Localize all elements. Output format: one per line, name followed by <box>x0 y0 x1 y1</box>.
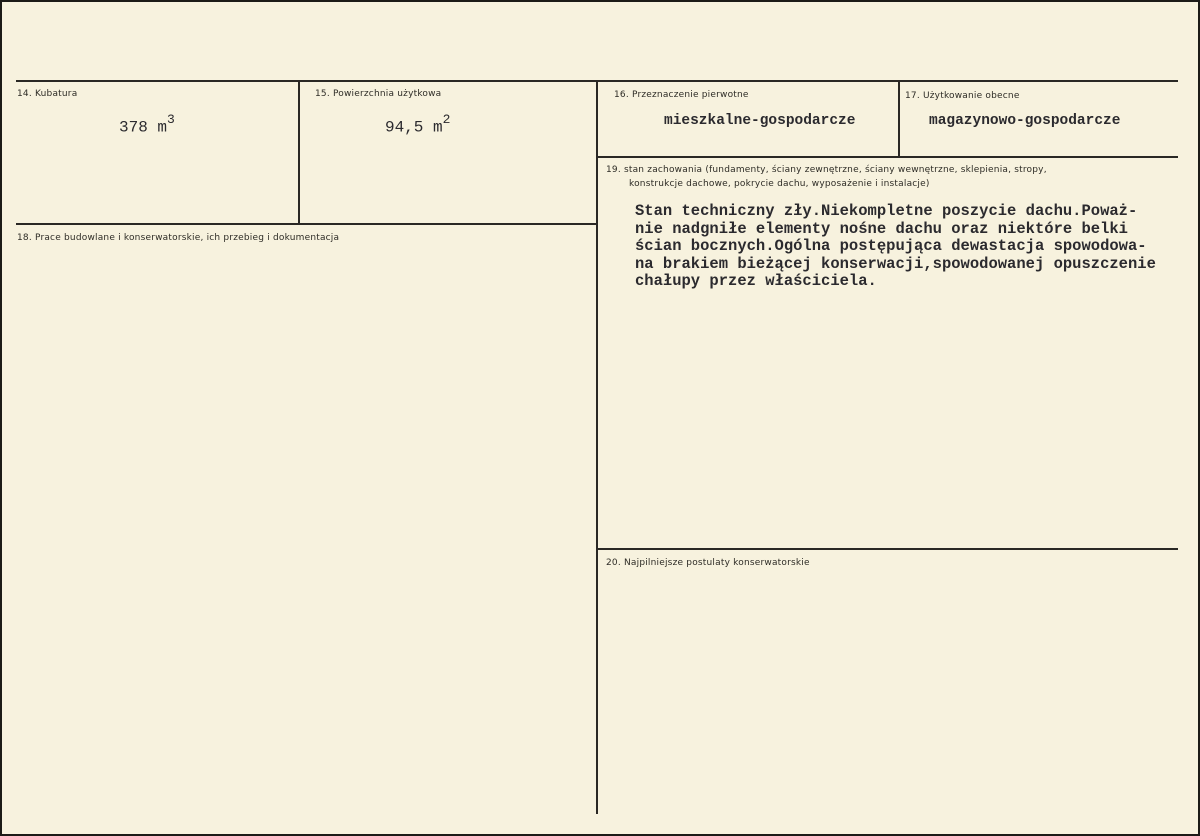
powierzchnia-label: 15. Powierzchnia użytkowa <box>315 89 442 99</box>
center-divider <box>596 80 598 814</box>
divider-16-17 <box>898 80 900 158</box>
stan-text-line: chałupy przez właściciela. <box>635 272 877 290</box>
stan-text <box>635 203 1156 291</box>
uzytkowanie-label: 17. Użytkowanie obecne <box>905 91 1020 101</box>
stan-text-line: na brakiem bieżącej konserwacji,spowodowanej opuszczenie <box>635 254 1156 273</box>
stan-text-line: Stan techniczny zły.Niekompletne poszycie dachu.Poważ- <box>635 202 1138 220</box>
postulaty-label: 20. Najpilniejsze postulaty konserwatorskie <box>606 558 810 568</box>
row1-right-rule <box>598 156 1178 158</box>
row1-left-rule <box>16 223 598 225</box>
przeznaczenie-label: 16. Przeznaczenie pierwotne <box>614 90 749 100</box>
uzytkowanie-value: magazynowo-gospodarcze <box>929 113 1121 129</box>
kubatura-exponent: 3 <box>167 112 175 127</box>
powierzchnia-exponent: 2 <box>442 112 451 127</box>
stan-label-line1: 19. stan zachowania (fundamenty, ściany zewnętrzne, ściany wewnętrzne, sklepienia, stropy, <box>606 165 1047 175</box>
powierzchnia-value <box>385 114 450 136</box>
prace-label: 18. Prace budowlane i konserwatorskie, ich przebieg i dokumentacja <box>17 233 340 243</box>
section20-rule <box>598 548 1178 550</box>
stan-text-line: nie nadgniłe elementy nośne dachu oraz niektóre belki <box>635 219 1128 238</box>
kubatura-number: 378 m <box>119 118 168 137</box>
stan-text-line: ścian bocznych.Ogólna postępująca dewastacja spowodowa- <box>635 237 1147 255</box>
kubatura-value <box>119 114 175 136</box>
przeznaczenie-value: mieszkalne-gospodarcze <box>664 113 856 129</box>
powierzchnia-number: 94,5 m <box>385 118 443 137</box>
stan-label-line2: konstrukcje dachowe, pokrycie dachu, wyposażenie i instalacje) <box>629 179 930 189</box>
divider-14-15 <box>298 80 300 225</box>
kubatura-label: 14. Kubatura <box>17 89 78 99</box>
